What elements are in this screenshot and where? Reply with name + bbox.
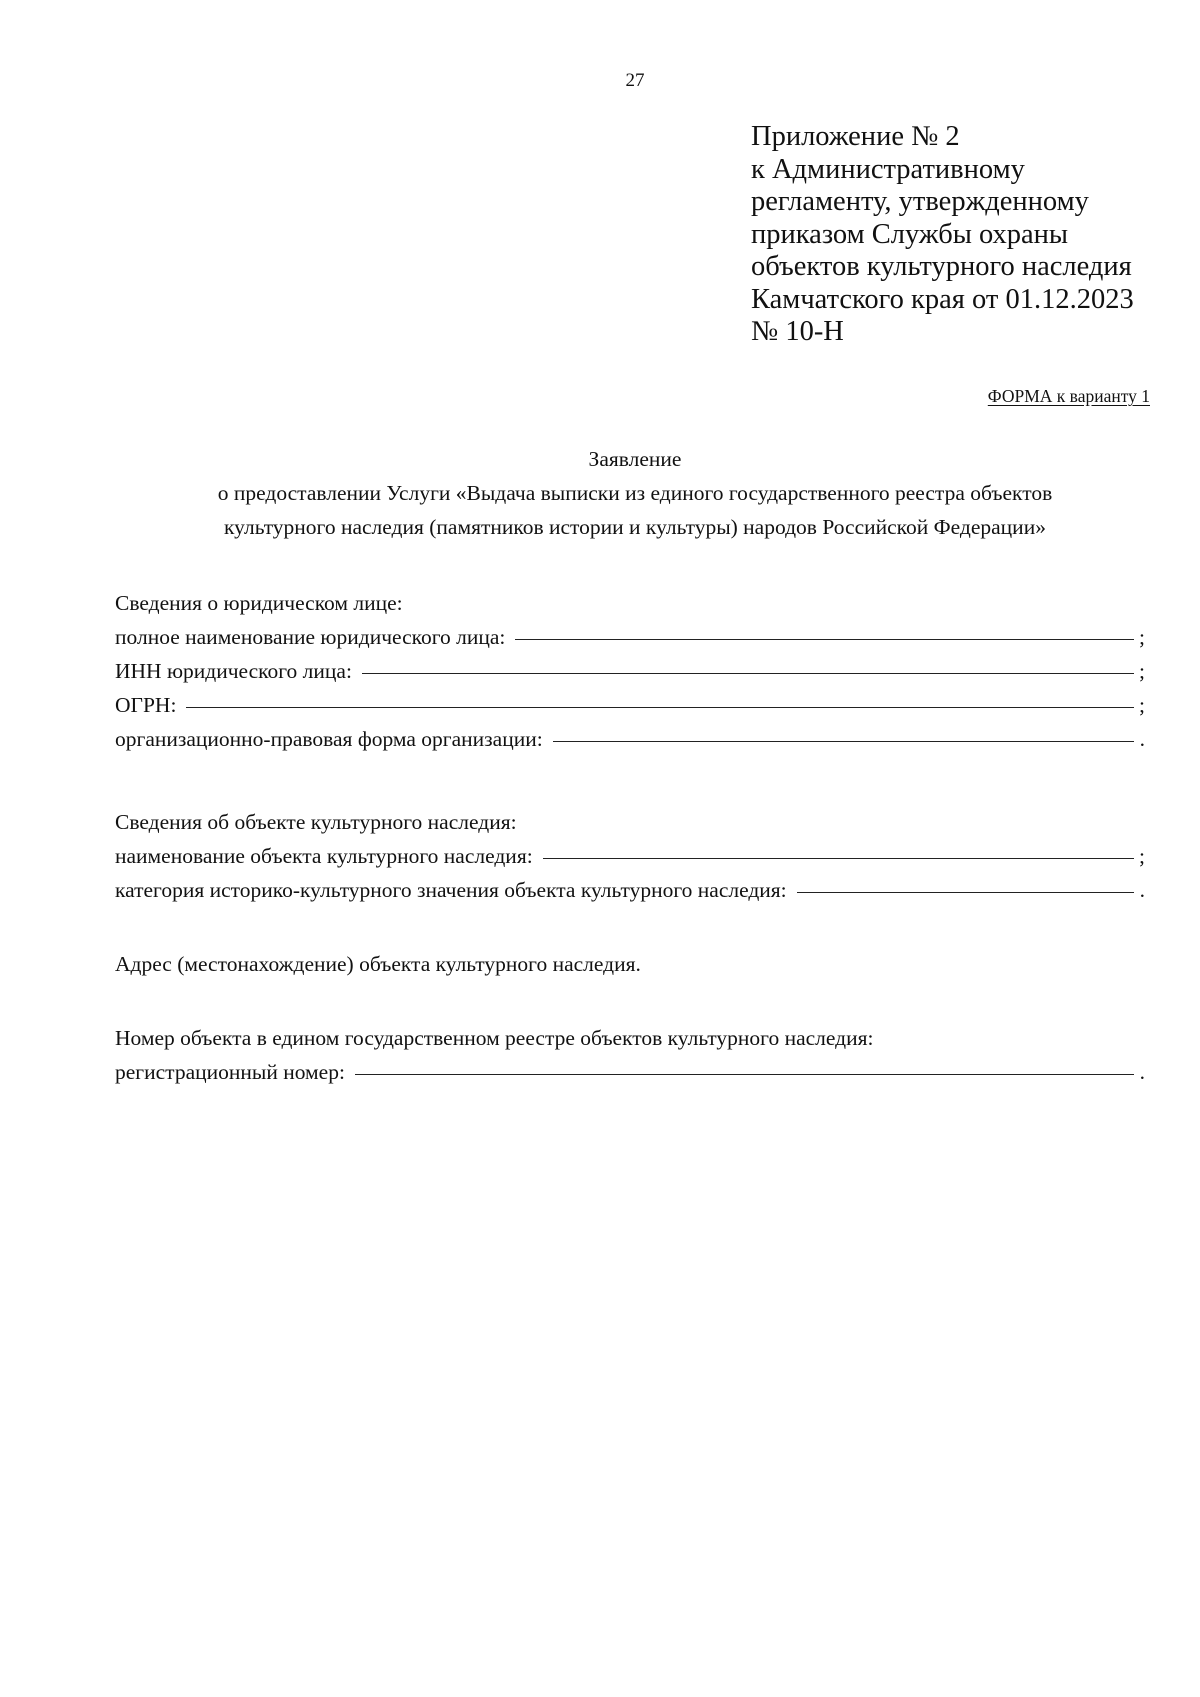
- legal-form-input-line[interactable]: [553, 740, 1134, 742]
- form-field-row: [115, 722, 1145, 756]
- legal-entity-section: [115, 586, 1145, 756]
- field-label: полное наименование юридического лица:: [115, 625, 506, 649]
- field-label: наименование объекта культурного наследия:: [115, 844, 533, 868]
- section-heading: [115, 805, 1145, 839]
- appendix-line: Камчатского края от 01.12.2023: [751, 283, 1134, 315]
- object-name-input-line[interactable]: [543, 857, 1134, 859]
- field-terminator: ;: [1139, 844, 1145, 868]
- category-input-line[interactable]: [797, 891, 1134, 893]
- full-name-input-line[interactable]: [515, 638, 1134, 640]
- form-field-row: [115, 654, 1145, 688]
- title-line: о предоставлении Услуги «Выдача выписки из единого государственного реестра объектов: [217, 481, 1053, 505]
- form-field-row: [115, 620, 1145, 654]
- field-terminator: ;: [1139, 625, 1145, 649]
- form-reference: ФОРМА к варианту 1: [987, 386, 1150, 406]
- field-label: ОГРН:: [115, 693, 177, 717]
- form-field-row: [115, 873, 1145, 907]
- field-label: категория историко-культурного значения объекта культурного наследия:: [115, 878, 787, 902]
- field-label: организационно-правовая форма организации:: [115, 727, 543, 751]
- appendix-line: приказом Службы охраны: [751, 218, 1069, 250]
- field-label: ИНН юридического лица:: [115, 659, 352, 683]
- registry-heading: Номер объекта в едином государственном реестре объектов культурного наследия:: [115, 1026, 874, 1050]
- field-label: регистрационный номер:: [115, 1060, 345, 1084]
- ogrn-input-line[interactable]: [186, 706, 1134, 708]
- field-terminator: ;: [1139, 659, 1145, 683]
- form-field-row: [115, 688, 1145, 722]
- field-terminator: ;: [1139, 693, 1145, 717]
- heritage-object-heading: Сведения об объекте культурного наследия:: [115, 810, 517, 834]
- appendix-line: к Административному: [751, 153, 1025, 185]
- title-line: культурного наследия (памятников истории и культуры) народов Российской Федерации»: [224, 515, 1046, 539]
- form-field-row: [115, 839, 1145, 873]
- appendix-line: объектов культурного наследия: [751, 251, 1132, 282]
- registration-number-input-line[interactable]: [355, 1073, 1134, 1075]
- appendix-line: № 10-Н: [751, 316, 844, 347]
- address-line: [115, 947, 1145, 981]
- address-text: Адрес (местонахождение) объекта культурного наследия.: [115, 952, 641, 976]
- title-heading: Заявление: [588, 447, 682, 471]
- appendix-line: Приложение № 2: [751, 121, 960, 152]
- field-terminator: .: [1139, 878, 1145, 902]
- appendix-line: регламенту, утвержденному: [751, 186, 1089, 217]
- section-heading: [115, 586, 1145, 620]
- registry-section: [115, 1021, 1145, 1089]
- legal-entity-heading: Сведения о юридическом лице:: [115, 591, 403, 615]
- appendix-header: [751, 121, 1181, 349]
- inn-input-line[interactable]: [362, 672, 1134, 674]
- heritage-object-section: [115, 805, 1145, 907]
- address-section: [115, 947, 1145, 981]
- form-field-row: [115, 1055, 1145, 1089]
- page-number: 27: [625, 70, 645, 91]
- section-heading: [115, 1021, 1145, 1055]
- field-terminator: .: [1139, 727, 1145, 751]
- field-terminator: .: [1139, 1060, 1145, 1084]
- document-title: [120, 442, 1150, 544]
